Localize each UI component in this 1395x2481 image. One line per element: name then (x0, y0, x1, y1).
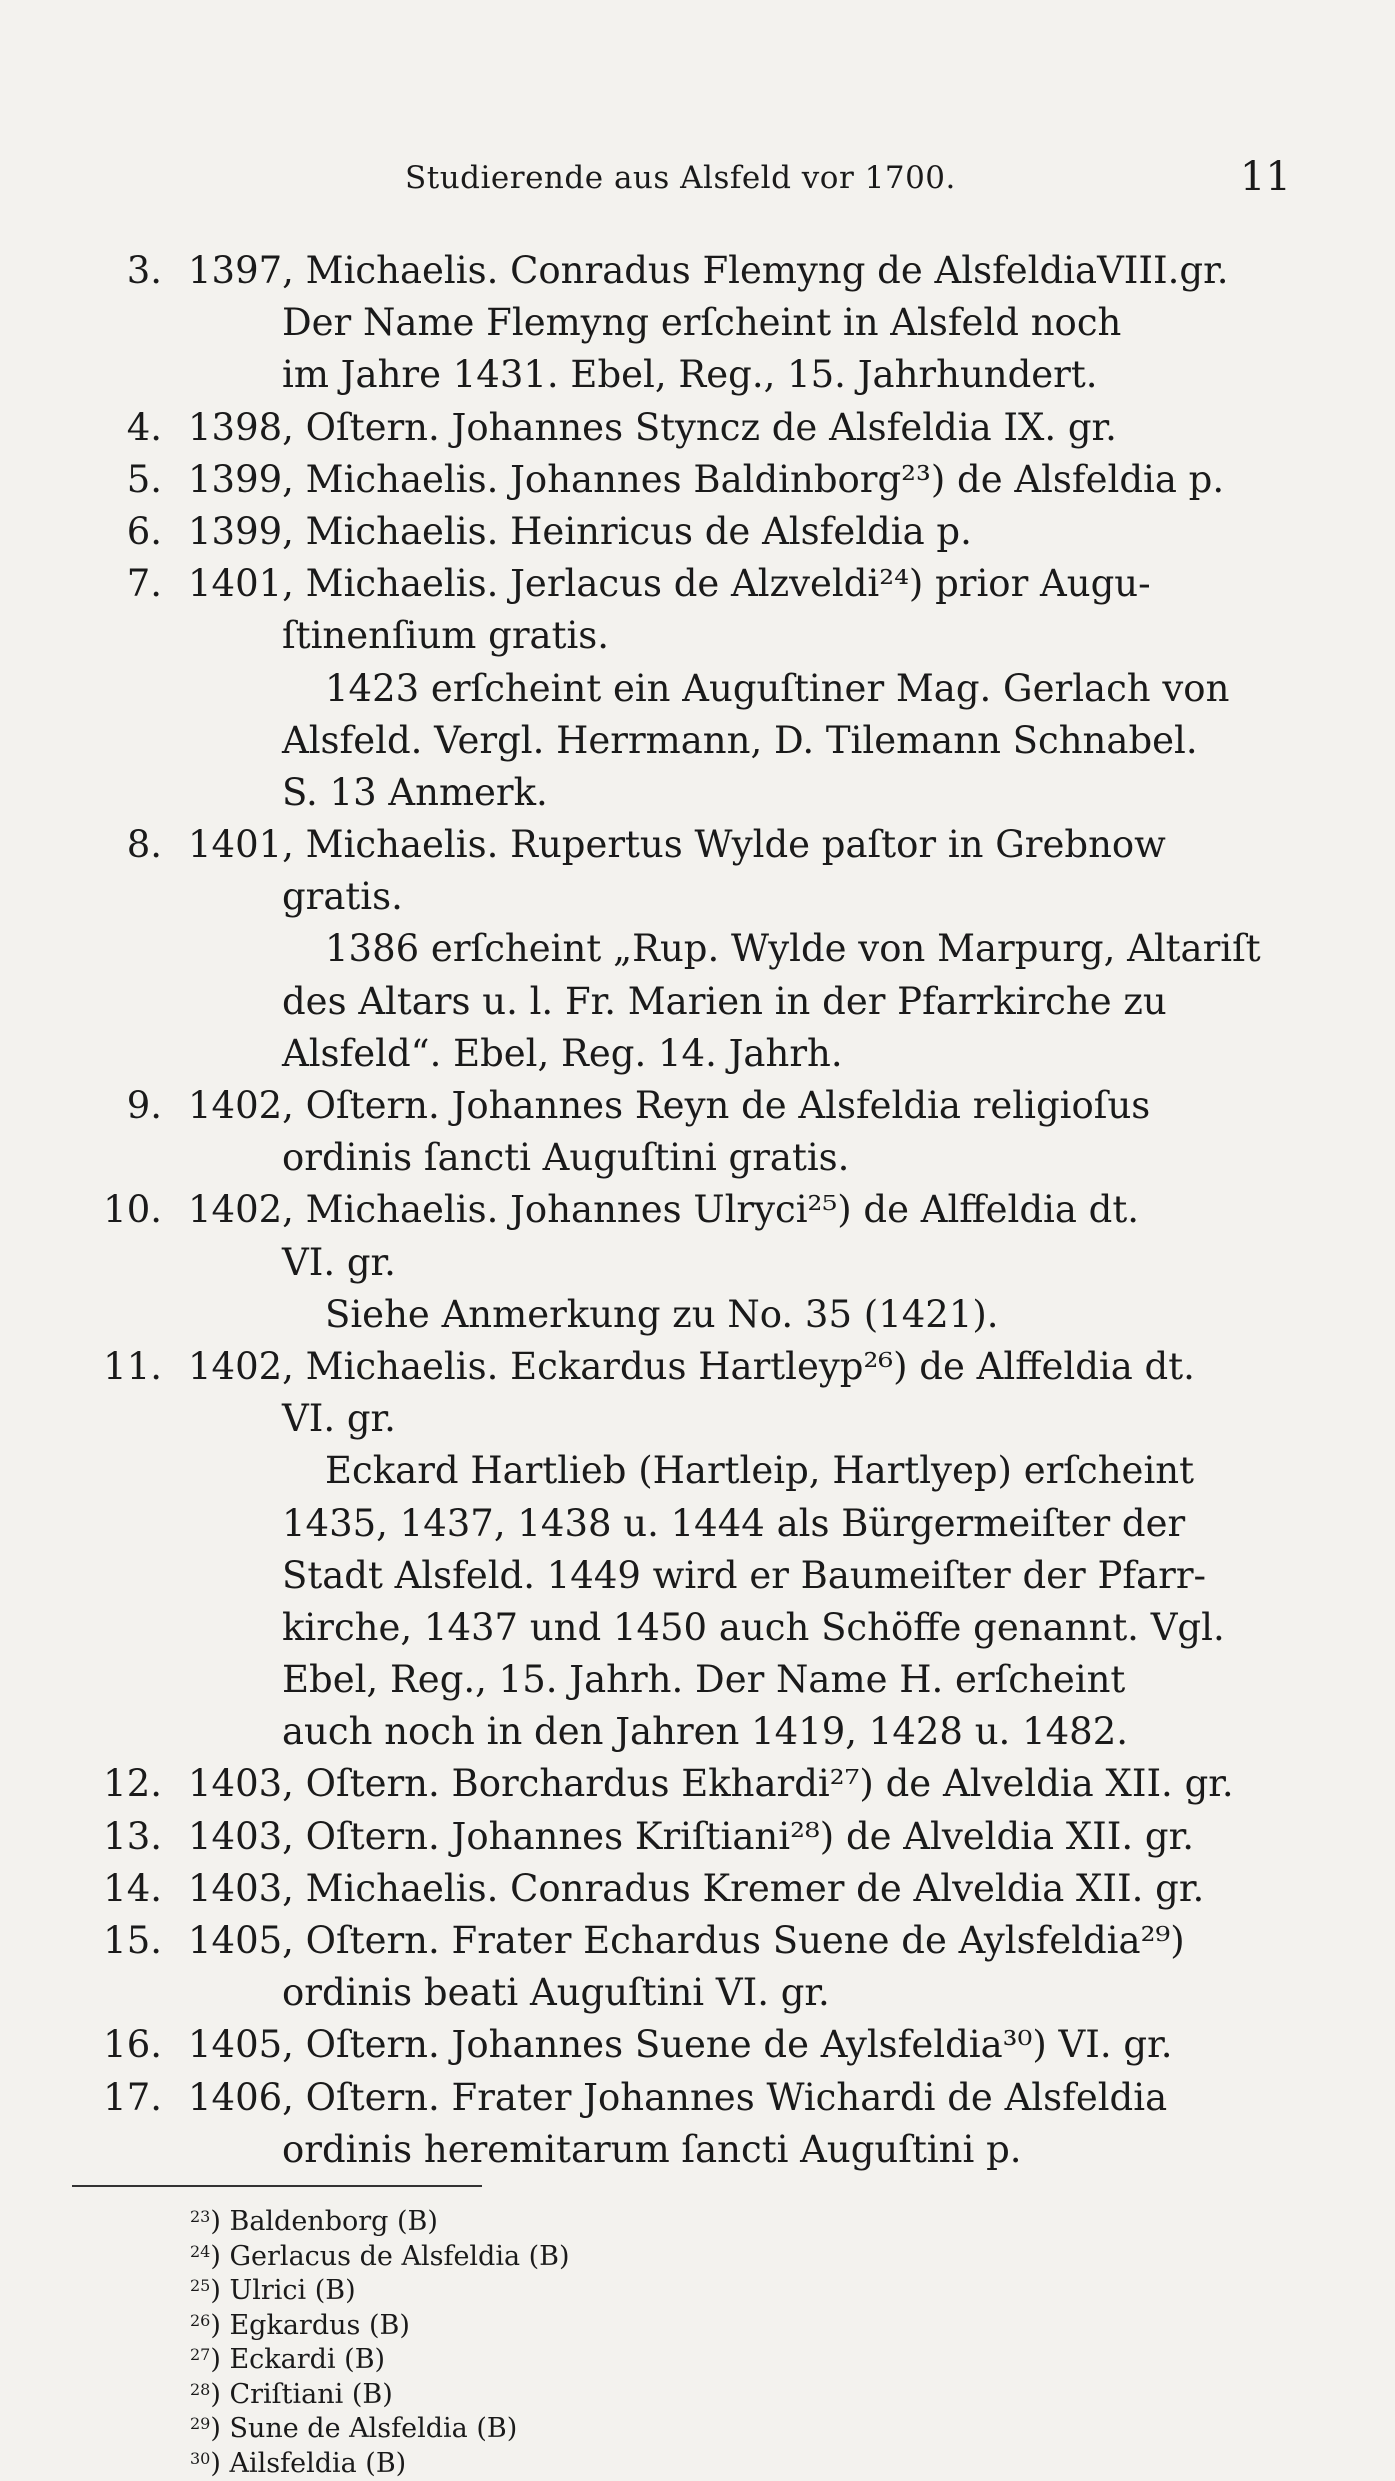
entry-first-line (70, 454, 1270, 506)
footnote (190, 2378, 570, 2413)
entry-continuation-line: ordinis beati Auguſtini VI. gr. (70, 1967, 1270, 2019)
footnote-mark: 30 (190, 2449, 210, 2468)
footnote-text: ) Ailsfeldia (B) (210, 2448, 406, 2479)
entry-item (70, 402, 1270, 454)
entry-continuation-line: VI. gr. (70, 1393, 1270, 1445)
footnote-mark: 28 (190, 2380, 210, 2399)
entry-number: 10. (70, 1184, 162, 1236)
entry-continuation-line: Der Name Flemyng erſcheint in Alsfeld noch (70, 297, 1270, 349)
entry-number: 15. (70, 1915, 162, 1967)
entry-note-line: 1423 erſcheint ein Auguſtiner Mag. Gerlach von (70, 663, 1270, 715)
footnote-text: ) Ulrici (B) (210, 2275, 355, 2306)
entry-number: 7. (70, 558, 162, 610)
entry-first-line (70, 1811, 1270, 1863)
footnote-mark: 27 (190, 2345, 210, 2364)
entry-text: 1405, Oſtern. Frater Echardus Suene de Aylsfeldia²⁹) (70, 1919, 1185, 1962)
entry-item (70, 454, 1270, 506)
entry-first-line (70, 1863, 1270, 1915)
footnote-list (190, 2205, 570, 2481)
page-number: 11 (1240, 154, 1291, 200)
entry-continuation-line: im Jahre 1431. Ebel, Reg., 15. Jahrhundert. (70, 349, 1270, 401)
entry-number: 13. (70, 1811, 162, 1863)
entry-item (70, 1341, 1270, 1759)
entry-note-line: 1386 erſcheint „Rup. Wylde von Marpurg, Altariſt (70, 923, 1270, 975)
entry-first-line (70, 1341, 1270, 1393)
entry-text: 1402, Michaelis. Eckardus Hartleyp²⁶) de Alffeldia dt. (70, 1345, 1195, 1388)
entry-continuation-line: ordinis ſancti Auguſtini gratis. (70, 1132, 1270, 1184)
entry-number: 6. (70, 506, 162, 558)
entry-text: 1403, Oſtern. Johannes Kriſtiani²⁸) de Alveldia XII. gr. (70, 1815, 1194, 1858)
entry-continuation-line: VI. gr. (70, 1237, 1270, 1289)
footnote (190, 2309, 570, 2344)
entry-text: 1402, Michaelis. Johannes Ulryci²⁵) de Alffeldia dt. (70, 1188, 1139, 1231)
entry-first-line (70, 245, 1270, 297)
entry-first-line (70, 2019, 1270, 2071)
entry-continuation-line: auch noch in den Jahren 1419, 1428 u. 1482. (70, 1706, 1270, 1758)
entry-note-line: Siehe Anmerkung zu No. 35 (1421). (70, 1289, 1270, 1341)
footnote (190, 2205, 570, 2240)
entry-number: 17. (70, 2072, 162, 2124)
entry-item (70, 1811, 1270, 1863)
entry-item (70, 1915, 1270, 2019)
entry-text: 1401, Michaelis. Jerlacus de Alzveldi²⁴) prior Augu- (70, 562, 1151, 605)
entry-number: 3. (70, 245, 162, 297)
entry-item (70, 506, 1270, 558)
entry-first-line (70, 506, 1270, 558)
entry-first-line (70, 402, 1270, 454)
entry-number: 8. (70, 819, 162, 871)
entry-text: 1401, Michaelis. Rupertus Wylde paſtor in Grebnow (70, 823, 1166, 866)
footnote (190, 2343, 570, 2378)
entry-item (70, 1863, 1270, 1915)
footnote (190, 2412, 570, 2447)
entry-first-line (70, 2072, 1270, 2124)
entry-item (70, 2072, 1270, 2176)
entry-text: 1402, Oſtern. Johannes Reyn de Alsfeldia religioſus (70, 1084, 1150, 1127)
entry-continuation-line: ſtinenſium gratis. (70, 610, 1270, 662)
entry-continuation-line: S. 13 Anmerk. (70, 767, 1270, 819)
footnote-mark: 24 (190, 2242, 210, 2261)
entry-item (70, 2019, 1270, 2071)
entry-continuation-line: Stadt Alsfeld. 1449 wird er Baumeiſter der Pfarr- (70, 1550, 1270, 1602)
footnote-text: ) Sune de Alsfeldia (B) (210, 2413, 517, 2444)
footnote (190, 2274, 570, 2309)
entry-text: 1398, Oſtern. Johannes Styncz de Alsfeldia IX. gr. (70, 406, 1117, 449)
entry-text: 1403, Oſtern. Borchardus Ekhardi²⁷) de Alveldia XII. gr. (70, 1762, 1234, 1805)
footnote-mark: 26 (190, 2311, 210, 2330)
entry-number: 9. (70, 1080, 162, 1132)
entry-text: 1399, Michaelis. Johannes Baldinborg²³) de Alsfeldia p. (70, 458, 1224, 501)
entry-number: 14. (70, 1863, 162, 1915)
entry-continuation-line: kirche, 1437 und 1450 auch Schöffe genannt. Vgl. (70, 1602, 1270, 1654)
entry-text: 1399, Michaelis. Heinricus de Alsfeldia p. (70, 510, 972, 553)
entry-item (70, 245, 1270, 402)
footnote-mark: 25 (190, 2276, 210, 2295)
entry-item (70, 1758, 1270, 1810)
entry-continuation-line: gratis. (70, 871, 1270, 923)
entry-text: 1397, Michaelis. Conradus Flemyng de AlsfeldiaVIII.gr. (70, 249, 1228, 292)
entry-text: 1406, Oſtern. Frater Johannes Wichardi de Alsfeldia (70, 2076, 1167, 2119)
entry-note-line: Eckard Hartlieb (Hartleip, Hartlyep) erſcheint (70, 1445, 1270, 1497)
footnote-text: ) Criſtiani (B) (210, 2379, 392, 2410)
entry-item (70, 558, 1270, 819)
footnote-rule (72, 2185, 482, 2187)
entry-number: 12. (70, 1758, 162, 1810)
entry-item (70, 1080, 1270, 1184)
entry-first-line (70, 1080, 1270, 1132)
footnote-mark: 29 (190, 2414, 210, 2433)
entry-continuation-line: Alsfeld. Vergl. Herrmann, D. Tilemann Schnabel. (70, 715, 1270, 767)
entry-item (70, 819, 1270, 1080)
entry-number: 5. (70, 454, 162, 506)
footnote-text: ) Gerlacus de Alsfeldia (B) (210, 2241, 569, 2272)
entry-number: 16. (70, 2019, 162, 2071)
footnote-text: ) Baldenborg (B) (210, 2206, 438, 2237)
entry-number: 4. (70, 402, 162, 454)
running-header (0, 160, 1395, 210)
footnote-text: ) Eckardi (B) (210, 2344, 385, 2375)
entry-number: 11. (70, 1341, 162, 1393)
entry-first-line (70, 819, 1270, 871)
entry-text: 1405, Oſtern. Johannes Suene de Aylsfeldia³⁰) VI. gr. (70, 2023, 1172, 2066)
entry-continuation-line: ordinis heremitarum ſancti Auguſtini p. (70, 2124, 1270, 2176)
entry-continuation-line: Alsfeld“. Ebel, Reg. 14. Jahrh. (70, 1028, 1270, 1080)
footnote-mark: 23 (190, 2207, 210, 2226)
footnote-text: ) Egkardus (B) (210, 2310, 410, 2341)
running-title: Studierende aus Alsfeld vor 1700. (405, 160, 956, 196)
entry-continuation-line: des Altars u. l. Fr. Marien in der Pfarrkirche zu (70, 976, 1270, 1028)
entry-first-line (70, 1758, 1270, 1810)
entry-first-line (70, 1915, 1270, 1967)
entry-first-line (70, 558, 1270, 610)
entry-list (70, 245, 1270, 2176)
entry-first-line (70, 1184, 1270, 1236)
entry-continuation-line: 1435, 1437, 1438 u. 1444 als Bürgermeiſter der (70, 1498, 1270, 1550)
entry-continuation-line: Ebel, Reg., 15. Jahrh. Der Name H. erſcheint (70, 1654, 1270, 1706)
entry-item (70, 1184, 1270, 1341)
footnote (190, 2240, 570, 2275)
entry-text: 1403, Michaelis. Conradus Kremer de Alveldia XII. gr. (70, 1867, 1204, 1910)
footnote (190, 2447, 570, 2481)
